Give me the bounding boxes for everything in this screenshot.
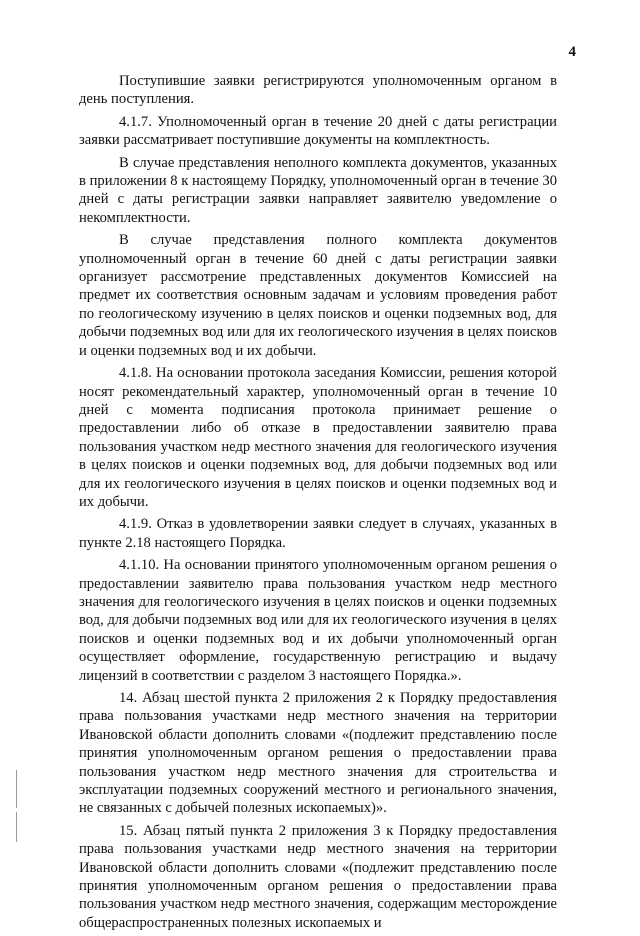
document-body: [79, 72, 557, 936]
scan-margin-line: [16, 812, 17, 842]
paragraph: 4.1.10. На основании принятого уполномоченным органом решения о предоставлении заявителю права пользования участком недр местного значения для геологического изучения в целях поисков и оценки подземных вод, для добычи подземных вод или для их геологического изучения в целях поисков и оценки подземных вод и их добычи уполномоченный орган осуществляет оформление, государственную регистрацию и выдачу лицензий в соответствии с разделом 3 настоящего Порядка.».: [79, 557, 557, 684]
paragraph: 4.1.7. Уполномоченный орган в течение 20 дней с даты регистрации заявки рассматривает поступившие документы на комплектность.: [79, 113, 557, 149]
paragraph: В случае представления полного комплекта документов уполномоченный орган в течение 60 дней с даты регистрации заявки организует рассмотрение представленных документов Комиссией на предмет их соответствия основным задачам и условиям проведения работ по геологическому изучению в целях поисков и оценки подземных вод, для добычи подземных вод или для их геологического изучения в целях поисков и оценки подземных вод и их добычи.: [79, 232, 557, 359]
paragraph: 14. Абзац шестой пункта 2 приложения 2 к Порядку предоставления права пользования участками недр местного значения на территории Ивановской области дополнить словами «(подлежит представлению после принятия уполномоченным органом решения о предоставлении права пользования участком недр местного значения для строительства и эксплуатации подземных сооружений местного и регионального значения, не связанных с добычей полезных ископаемых)».: [79, 690, 557, 817]
scan-margin-line: [16, 770, 17, 808]
paragraph: Поступившие заявки регистрируются уполномоченным органом в день поступления.: [79, 73, 557, 108]
paragraph: 15. Абзац пятый пункта 2 приложения 3 к Порядку предоставления права пользования участками недр местного значения на территории Ивановской области дополнить словами «(подлежит представлению после принятия уполномоченным органом решения о предоставлении права пользования участком недр местного значения, содержащим месторождение общераспространенных полезных ископаемых и: [79, 822, 557, 931]
paragraph: 4.1.9. Отказ в удовлетворении заявки следует в случаях, указанных в пункте 2.18 настоящего Порядка.: [79, 516, 557, 551]
paragraph: В случае представления неполного комплекта документов, указанных в приложении 8 к настоящему Порядку, уполномоченный орган в течение 30 дней с даты регистрации заявки направляет заявителю уведомление о некомплектности.: [79, 154, 557, 226]
page-number: 4: [568, 44, 576, 60]
paragraph: 4.1.8. На основании протокола заседания Комиссии, решения которой носят рекомендательный характер, уполномоченный орган в течение 10 дней с момента подписания протокола принимает решение о предоставлении либо об отказе в предоставлении заявителю права пользования участком недр местного значения для геологического изучения в целях поисков и оценки подземных вод, для добычи подземных вод или для их геологического изучения в целях поисков и оценки подземных вод и их добычи.: [79, 365, 557, 510]
